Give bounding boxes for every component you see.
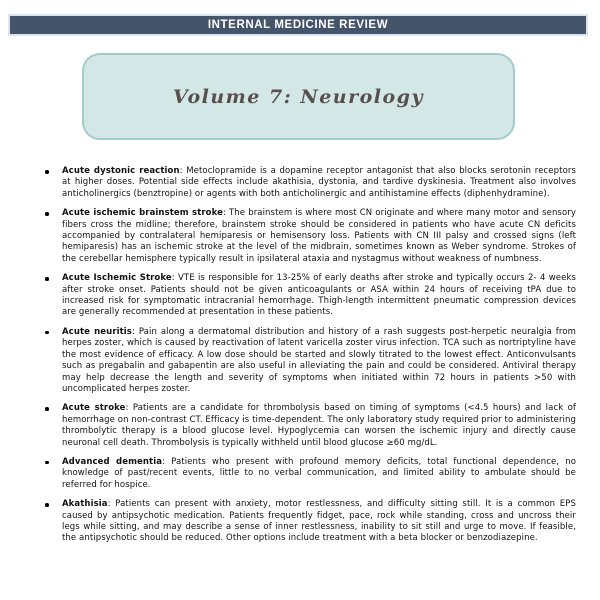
list-item — [44, 457, 576, 491]
term-name: Advanced dementia — [62, 456, 163, 467]
header-title: INTERNAL MEDICINE REVIEW — [207, 19, 389, 31]
list-item — [44, 166, 576, 200]
term-definition: : Patients are a candidate for thrombolysis based on timing of symptoms (<4.5 hours) and lack of hemorrhage on non-contrast CT. Efficacy is time-dependent. The only laboratory study required prior to administering thrombolytic therapy is a blood glucose level. Hypoglycemia can worsen the ischemic injury and directly cause neuronal cell death. Thrombolysis is typically withheld until blood glucose ≥60 mg/dL. — [62, 403, 576, 448]
term-name: Akathisia — [62, 499, 108, 510]
term-definition: : Metoclopramide is a dopamine receptor antagonist that also blocks serotonin receptors at higher doses. Potential side effects include akathisia, dystonia, and tardive dyskinesia. Treatment also involves anticholinergics (benztropine) or agents with both anticholinergic and antihistamine effects (diphenhydramine). — [62, 166, 576, 199]
term-name: Acute ischemic brainstem stroke — [62, 208, 223, 219]
term-name: Acute Ischemic Stroke — [62, 273, 172, 284]
header-bar — [8, 14, 588, 36]
term-definition: : Patients who present with profound memory deficits, total functional dependence, no knowledge of past/recent events, little to no verbal communication, and limited ability to ambulate should be referred for hospice. — [62, 456, 576, 490]
list-item — [44, 208, 576, 265]
term-definition: : Pain along a dermatomal distribution and history of a rash suggests post-herpetic neuralgia from herpes zoster, which is caused by reactivation of latent varicella zoster virus infection. TCA such as nortriptyline have the most evidence of efficacy. A low dose should be started and slowly titrated to the lowest effect. Anticonvulsants such as pregabalin and gabapentin are also useful in alleviating the pain and could be considered. Antiviral therapy may help decrease the length and severity of symptoms when initiated within 72 hours in patients >50 with uncomplicated herpes zoster. — [62, 326, 576, 394]
volume-title: Volume 7: Neurology — [172, 85, 425, 108]
term-definition: : VTE is responsible for 13-25% of early deaths after stroke and typically occurs 2- 4 weeks after stroke onset. Patients should not be given anticoagulants or ASA within 24 hours of receiving tPA due to increased risk for symptomatic intracranial hemorrhage. Thigh-length intermittent pneumatic compression devices are generally recommended at presentation in these patients. — [62, 273, 576, 318]
term-name: Acute dystonic reaction — [62, 166, 180, 176]
volume-title-box — [82, 53, 515, 140]
term-name: Acute stroke — [62, 403, 126, 414]
list-item — [44, 499, 576, 545]
list-item — [44, 327, 576, 395]
term-name: Acute neuritis — [62, 326, 132, 337]
list-item — [44, 273, 576, 319]
terms-list — [44, 166, 576, 553]
list-item — [44, 403, 576, 449]
term-definition: : Patients can present with anxiety, motor restlessness, and difficulty sitting still. It is a common EPS caused by antipsychotic medication. Patients frequently fidget, pace, rock while standing, cross and uncross their legs while sitting, and may describe a sense of inner restlessness, inability to sit still and urge to move. If feasible, the antipsychotic should be reduced. Other options include treatment with a beta blocker or benzodiazepine. — [62, 499, 576, 544]
term-definition: : The brainstem is where most CN originate and where many motor and sensory fibers cross the midline; therefore, brainstem stroke should be considered in patients who have acute CN deficits accompanied by contralateral hemiparesis or hemisensory loss. Patients with CN III palsy and crossed signs (left hemiparesis) has an ischemic stroke at the level of the midbrain, sometimes known as Weber syndrome. Strokes of the cerebellar hemisphere typically result in ipsilateral ataxia and nystagmus without weakness of numbness. — [62, 208, 576, 264]
